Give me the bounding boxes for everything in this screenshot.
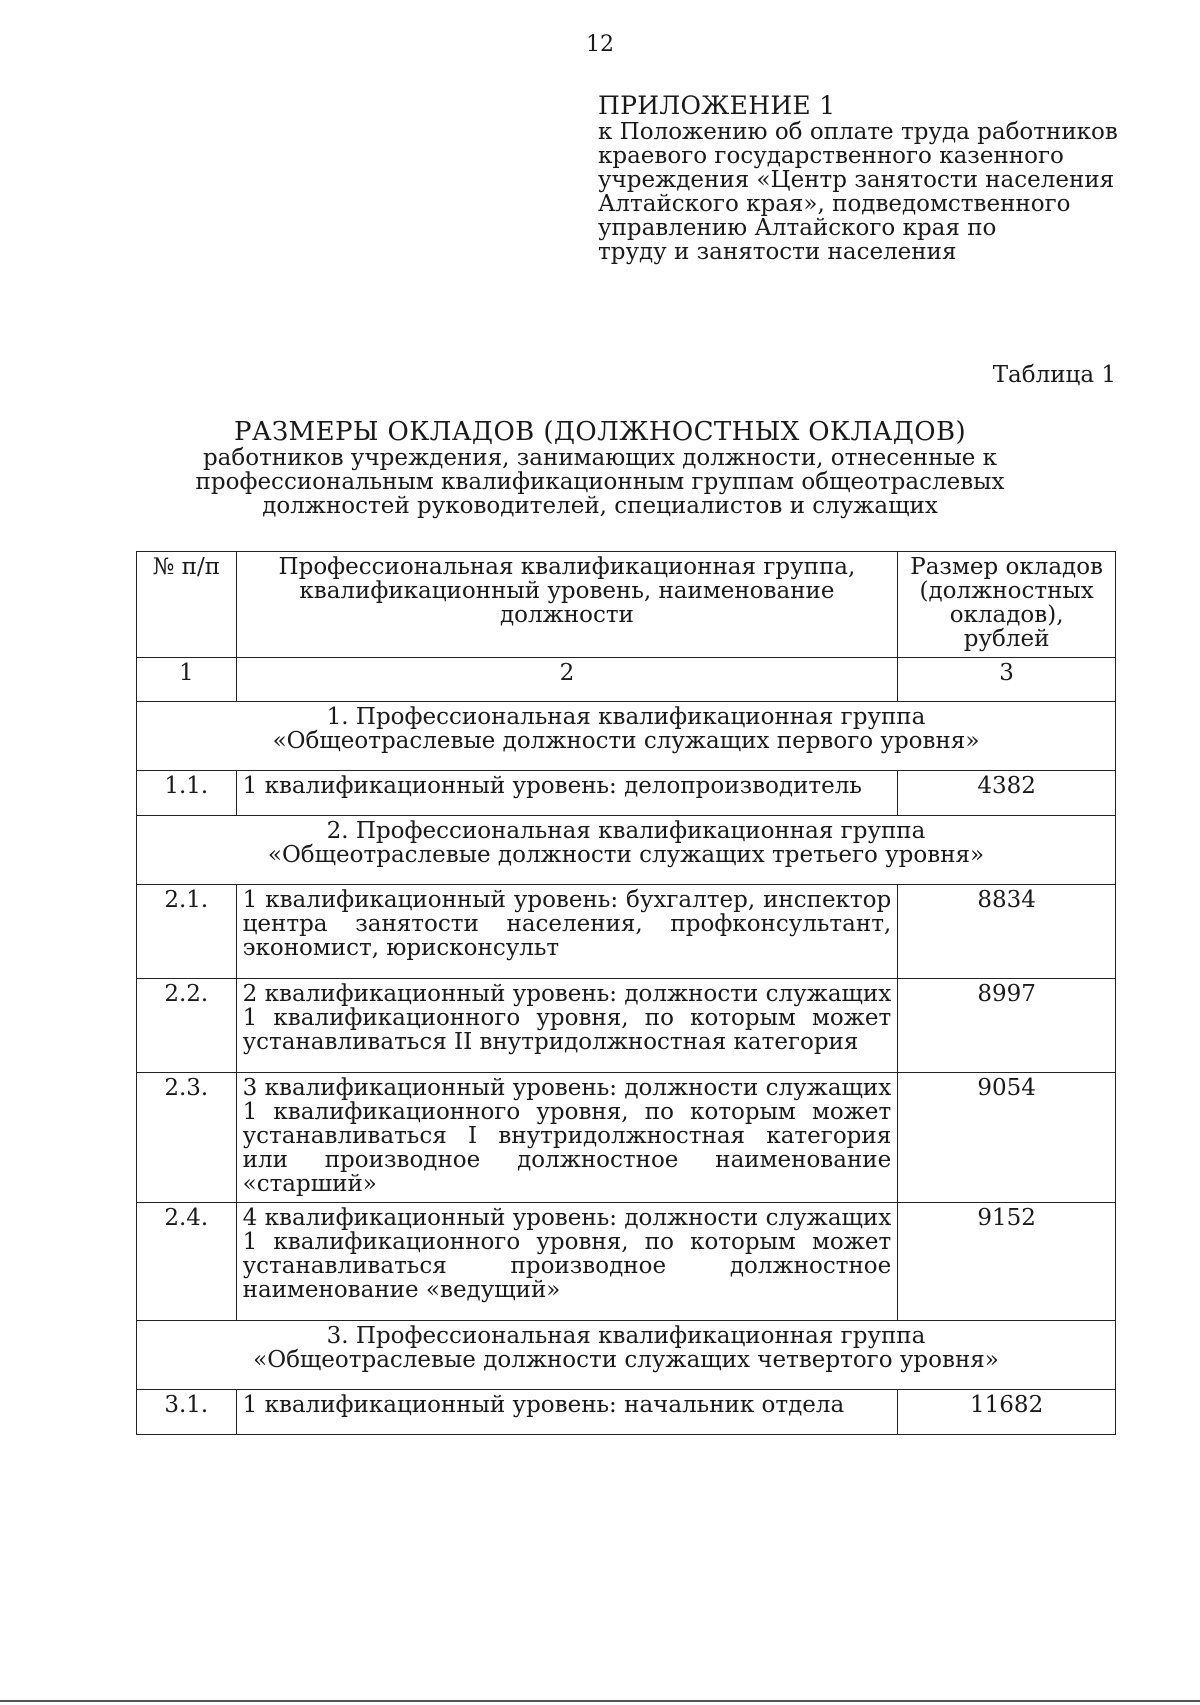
row-salary: 11682 (898, 1390, 1116, 1435)
column-number: 3 (898, 658, 1116, 702)
column-number: 2 (236, 658, 898, 702)
group-title-line: 3. Профессиональная квалификационная группа (326, 1323, 926, 1349)
row-salary: 9054 (898, 1073, 1116, 1203)
appendix-line: к Положению об оплате труда работников (598, 119, 1118, 145)
row-desc: 1 квалификационный уровень: начальник отдела (236, 1390, 898, 1435)
appendix-line: труду и занятости населения (598, 239, 957, 265)
group-title-line: 2. Профессиональная квалификационная группа (326, 818, 926, 844)
group-row (137, 816, 1116, 885)
table-row (137, 979, 1116, 1073)
group-title (137, 816, 1116, 885)
group-row (137, 702, 1116, 771)
group-title-line: 1. Профессиональная квалификационная группа (326, 704, 926, 730)
appendix-line: управлению Алтайского края по (598, 215, 997, 241)
row-num: 1.1. (137, 771, 237, 816)
group-title-line: «Общеотраслевые должности служащих третьего уровня» (267, 842, 985, 868)
appendix-line: краевого государственного казенного (598, 143, 1064, 169)
bottom-scan-rule (0, 1700, 1200, 1702)
row-desc: 3 квалификационный уровень: должности служащих 1 квалификационного уровня, по которым может устанавливаться I внутридолжностная категория или производное должностное наименование «старший» (236, 1073, 898, 1203)
row-num: 2.3. (137, 1073, 237, 1203)
group-title-line: «Общеотраслевые должности служащих первого уровня» (272, 728, 980, 754)
group-title (137, 702, 1116, 771)
row-salary: 9152 (898, 1203, 1116, 1321)
row-num: 2.1. (137, 885, 237, 979)
row-desc: 1 квалификационный уровень: бухгалтер, инспектор центра занятости населения, профконсультант, экономист, юрисконсульт (236, 885, 898, 979)
group-title-line: «Общеотраслевые должности служащих четвертого уровня» (253, 1347, 999, 1373)
document-title (0, 418, 1200, 518)
table-row (137, 885, 1116, 979)
column-number-row (137, 658, 1116, 702)
row-salary: 8997 (898, 979, 1116, 1073)
group-row (137, 1321, 1116, 1390)
appendix-line: учреждения «Центр занятости населения (598, 167, 1115, 193)
title-subline: работников учреждения, занимающих должности, отнесенные к (202, 445, 998, 471)
row-num: 2.4. (137, 1203, 237, 1321)
table-row (137, 1390, 1116, 1435)
row-desc: 4 квалификационный уровень: должности служащих 1 квалификационного уровня, по которым может устанавливаться производное должностное наименование «ведущий» (236, 1203, 898, 1321)
title-subline: профессиональным квалификационным группам общеотраслевых (195, 469, 1005, 495)
title-subline: должностей руководителей, специалистов и служащих (262, 493, 938, 519)
title-main: РАЗМЕРЫ ОКЛАДОВ (ДОЛЖНОСТНЫХ ОКЛАДОВ) (233, 417, 967, 447)
header-desc: Профессиональная квалификационная группа, квалификационный уровень, наименование должности (236, 552, 898, 658)
appendix-block (598, 92, 1138, 264)
table-row (137, 1203, 1116, 1321)
table-row (137, 771, 1116, 816)
row-salary: 8834 (898, 885, 1116, 979)
table-header-row (137, 552, 1116, 658)
header-num: № п/п (137, 552, 237, 658)
column-number: 1 (137, 658, 237, 702)
row-salary: 4382 (898, 771, 1116, 816)
row-num: 3.1. (137, 1390, 237, 1435)
table-row (137, 1073, 1116, 1203)
group-title (137, 1321, 1116, 1390)
header-salary: Размер окладов (должностных окладов), рублей (898, 552, 1116, 658)
row-num: 2.2. (137, 979, 237, 1073)
appendix-line: Алтайского края», подведомственного (598, 191, 1071, 217)
row-desc: 1 квалификационный уровень: делопроизводитель (236, 771, 898, 816)
appendix-heading: ПРИЛОЖЕНИЕ 1 (598, 91, 836, 120)
row-desc: 2 квалификационный уровень: должности служащих 1 квалификационного уровня, по которым может устанавливаться II внутридолжностная категория (236, 979, 898, 1073)
page-number: 12 (586, 32, 614, 57)
table-label: Таблица 1 (992, 362, 1116, 388)
salary-table (136, 551, 1116, 1435)
